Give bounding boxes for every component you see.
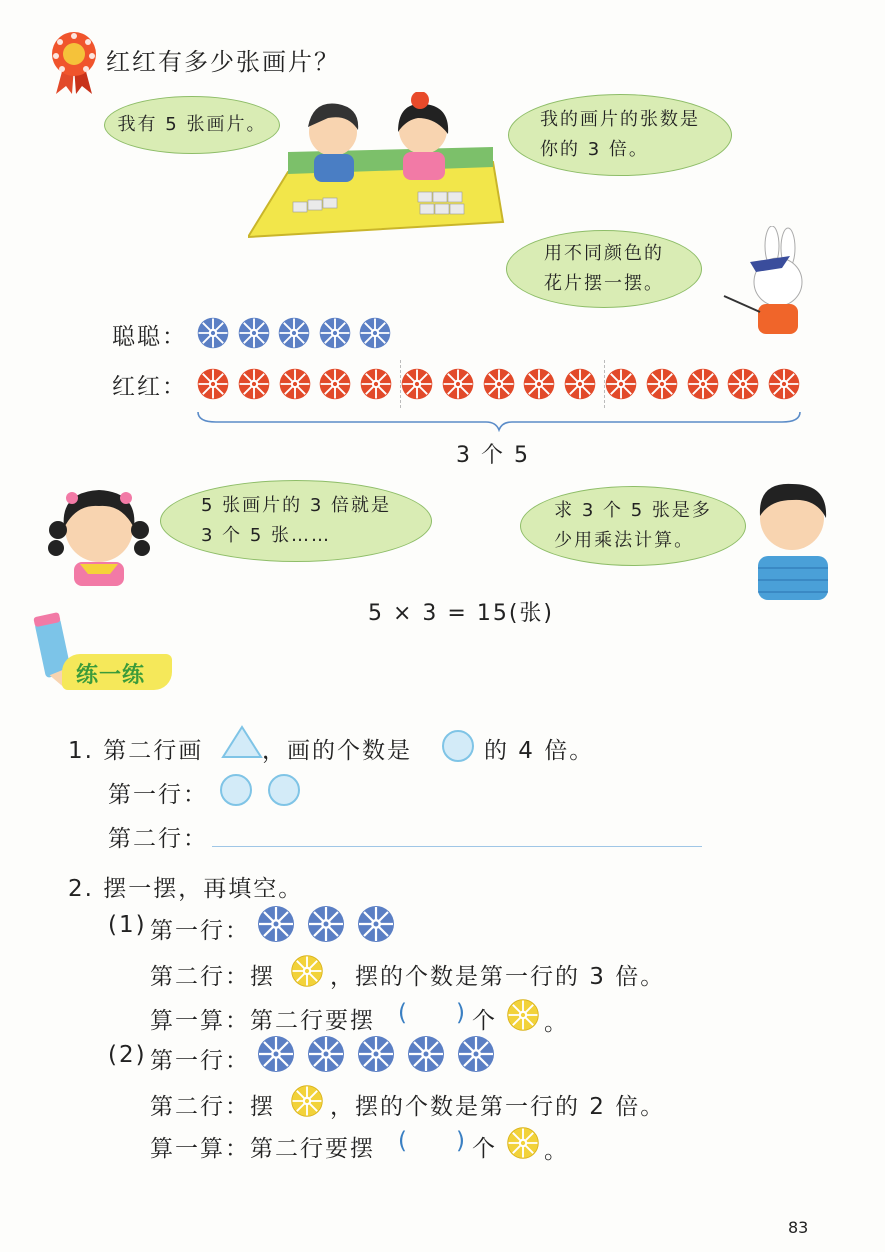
blue-flower-icon [356,1034,396,1074]
q2-p2-calc-b: 个 [472,1136,497,1162]
blue-flower-icon [306,1034,346,1074]
q2-p1-calc-b: 个 [472,1008,497,1034]
girl-reasoning-bubble: 5 张画片的 3 倍就是 3 个 5 张…… [160,480,432,562]
blue-flower-icon [237,316,271,350]
q2-p2-calc-a: 算一算：第二行要摆 [150,1136,375,1162]
blue-flower-icon [277,316,311,350]
circle-icon [220,774,252,806]
q2-p2-number: (2) [108,1042,147,1068]
red-flower-icon [563,367,597,401]
q1-row1-label: 第一行： [108,782,208,808]
rabbit-teacher-illustration [720,226,816,340]
blue-flower-icon [256,1034,296,1074]
yellow-flower-icon [506,1126,540,1160]
yellow-flower-icon [290,954,324,988]
boy-speech-bubble: 我有 5 张画片。 [104,96,280,154]
triangle-icon [220,724,264,760]
yellow-flower-icon [290,1084,324,1118]
q1-text-b: ，画的个数是 [262,738,412,764]
blue-flower-icon [356,904,396,944]
blue-flower-icon [318,316,352,350]
q1-answer-line[interactable] [212,846,702,847]
q2-p2-row2-a: 第二行：摆 [150,1094,275,1120]
page-title: 红红有多少张画片？ [106,48,340,76]
blue-flower-icon [306,904,346,944]
girl-illustration [44,478,154,586]
q1-row2-label: 第二行： [108,826,208,852]
q2-p2-calc-c: 。 [544,1138,569,1164]
red-flower-icon [278,367,312,401]
q2-p1-row2-a: 第二行：摆 [150,964,275,990]
red-flower-icon [482,367,516,401]
rabbit-speech-bubble: 用不同颜色的 花片摆一摆。 [506,230,702,308]
red-flower-icon [604,367,638,401]
q2-p2-row1-label: 第一行： [150,1048,250,1074]
q2-p1-row1-label: 第一行： [150,918,250,944]
red-flower-icon [237,367,271,401]
congcong-label: 聪聪： [112,324,187,350]
q2-title: 2. 摆一摆，再填空。 [68,876,304,902]
red-flower-icon [686,367,720,401]
blue-flower-icon [456,1034,496,1074]
q2-p2-answer-blank[interactable] [412,1130,454,1158]
blue-flower-icon [196,316,230,350]
red-flower-icon [359,367,393,401]
red-flower-icon [767,367,801,401]
red-flower-icon [318,367,352,401]
circle-icon [442,730,474,762]
red-flower-icon [645,367,679,401]
paren-open: ( [398,1000,409,1026]
q2-p1-number: (1) [108,912,147,938]
paren-open: ( [398,1128,409,1154]
q1-text-c: 的 4 倍。 [484,738,595,764]
brace [196,410,802,432]
page-number: 83 [788,1218,809,1237]
q1-text-a: 1. 第二行画 [68,738,204,764]
yellow-flower-icon [506,998,540,1032]
girl-speech-bubble: 我的画片的张数是 你的 3 倍。 [508,94,732,176]
q2-p1-answer-blank[interactable] [412,1002,454,1030]
q2-p1-calc-a: 算一算：第二行要摆 [150,1008,375,1034]
red-flower-icon [196,367,230,401]
red-flower-icon [726,367,760,401]
rosette-icon [48,30,100,96]
brace-label: 3 个 5 [456,443,530,468]
blue-flower-icon [358,316,392,350]
circle-icon [268,774,300,806]
q2-p1-calc-c: 。 [544,1010,569,1036]
paren-close: ) [456,1128,467,1154]
paren-close: ) [456,1000,467,1026]
honghong-label: 红红： [112,374,187,400]
red-flower-icon [522,367,556,401]
kids-table-illustration [248,92,518,242]
q2-p1-row2-b: ，摆的个数是第一行的 3 倍。 [330,964,666,990]
equation: 5 × 3 = 15(张) [368,601,554,626]
boy-reasoning-bubble: 求 3 个 5 张是多 少用乘法计算。 [520,486,746,566]
blue-flower-icon [256,904,296,944]
red-flower-icon [400,367,434,401]
blue-flower-icon [406,1034,446,1074]
q2-p2-row2-b: ，摆的个数是第一行的 2 倍。 [330,1094,666,1120]
boy-illustration [748,476,834,600]
red-flower-icon [441,367,475,401]
practice-header: 练一练 [76,663,146,688]
